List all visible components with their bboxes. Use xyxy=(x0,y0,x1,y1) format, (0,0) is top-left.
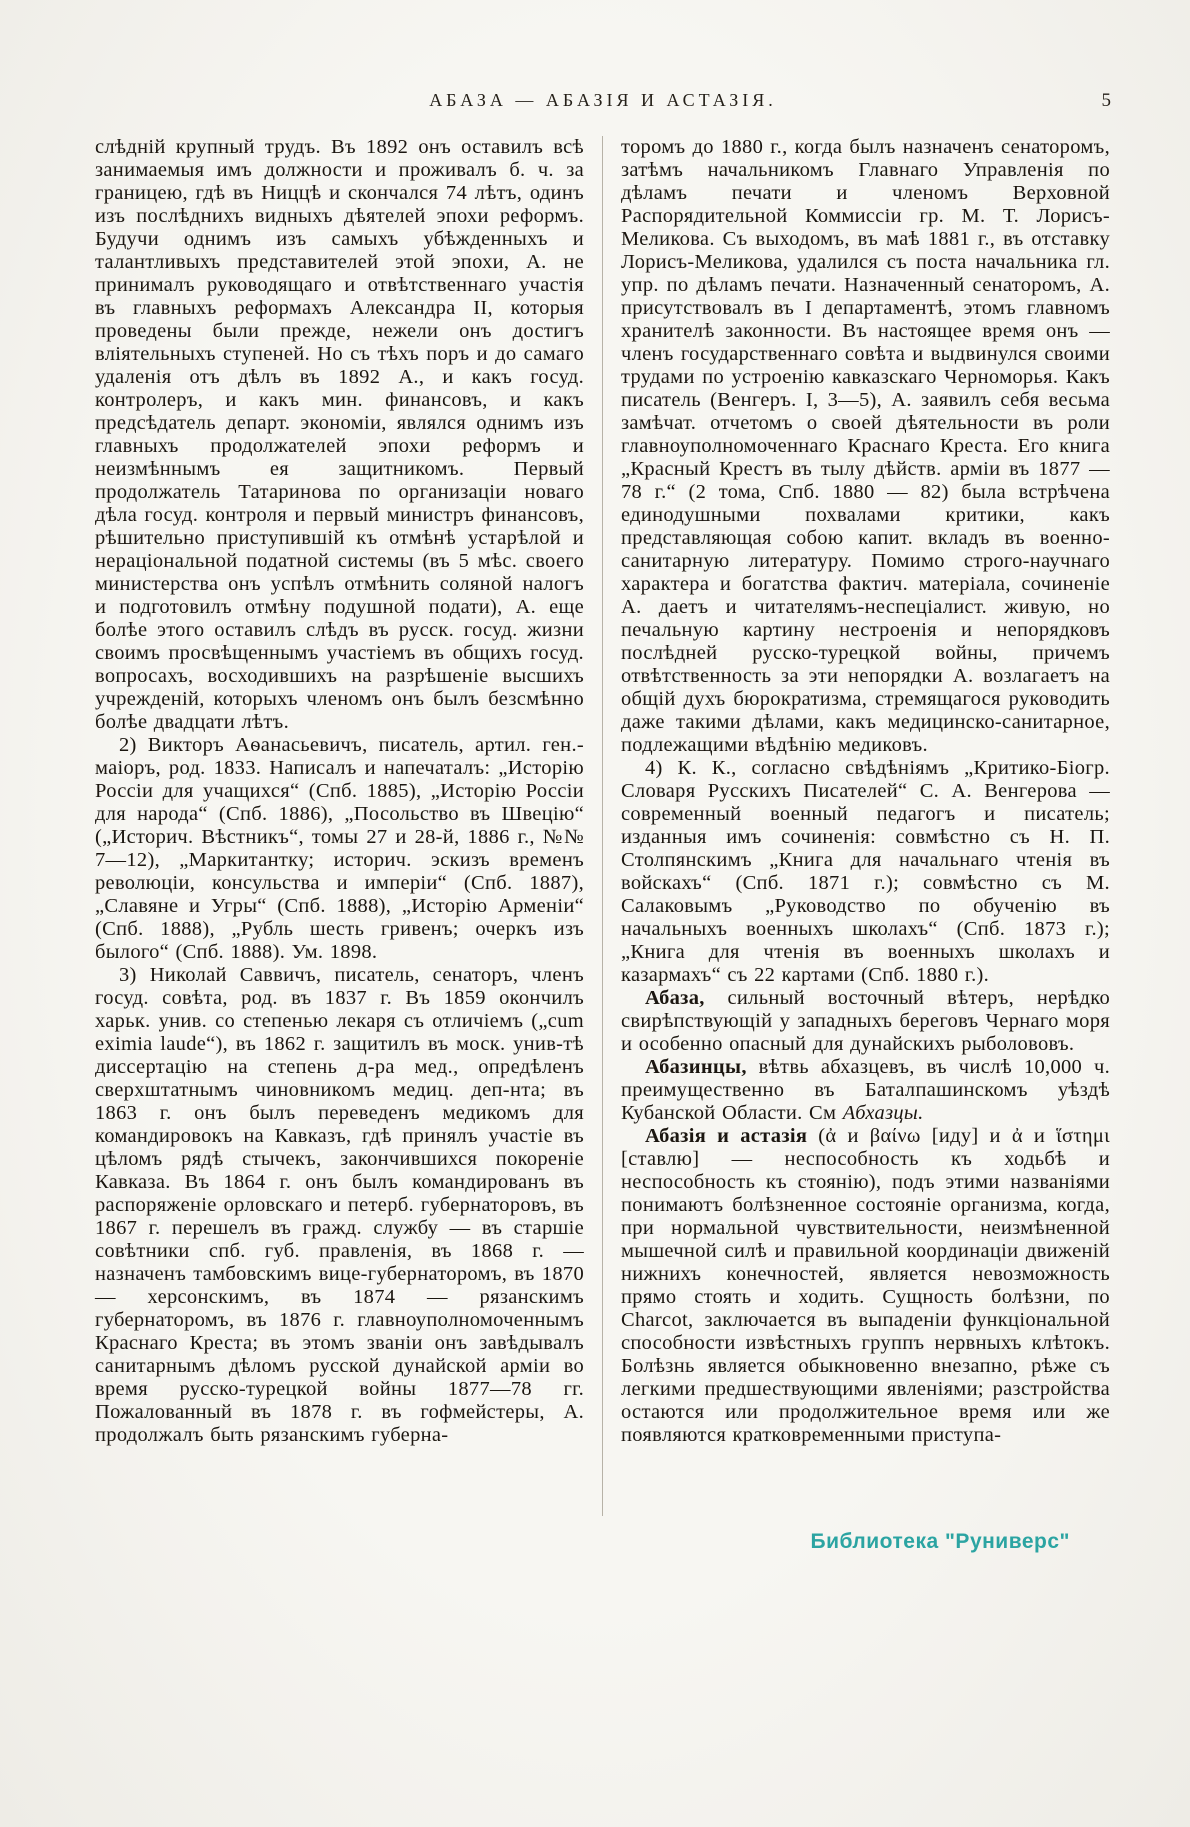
left-column xyxy=(95,136,602,1516)
page-number: 5 xyxy=(1101,90,1111,111)
entry-abaziya-astaziya xyxy=(621,1125,1110,1447)
abaza-term: Абаза, xyxy=(645,987,705,1009)
entry-viktor-afanasevich: 2) Викторъ Аѳанасьевичъ, писатель, артил. ген.-маіоръ, род. 1833. Написалъ и напечаталъ: „Исторію Россіи для учащихся“ (Спб. 1885), „Исторію Россіи для народа“ (Спб. 1886), „Посольство въ Швецію“ („Историч. Вѣстникъ“, томы 27 и 28-й, 1886 г., №№ 7—12), „Маркитантку; историч. эскизъ временъ революціи, консульства и имперіи“ (Спб. 1887), „Славяне и Угры“ (Спб. 1888), „Исторію Арменіи“ (Спб. 1888), „Рубль шесть гривенъ; очеркъ изъ былого“ (Спб. 1888). Ум. 1898. xyxy=(95,734,584,963)
running-title: АБАЗА — АБАЗІЯ И АСТАЗІЯ. xyxy=(429,90,777,110)
abaziya-text: (ἀ и βαίνω [иду] и ἀ и ἵστημι [ставлю] — неспособность къ ходьбѣ и неспособность къ стоянію), подъ этими названіями понимаютъ болѣзненное состояніе организма, когда, при нормальной чувствительности, неизмѣненной мышечной силѣ и правильной координаціи движеній нижнихъ конечностей, является невозможность прямо стоять и ходить. Сущность болѣзни, по Charcot, заключается въ выпаденіи функціональной способности извѣстныхъ группъ нервныхъ клѣтокъ. Болѣзнь является обыкновенно внезапно, рѣже съ легкими предшествующими явленіями; разстройства остаются или продолжительное время или же появляются кратковременными приступа- xyxy=(621,1125,1110,1446)
right-column xyxy=(603,136,1110,1516)
page-header xyxy=(95,90,1111,116)
entry-k-k: 4) К. К., согласно свѣдѣніямъ „Критико-Біогр. Словаря Русскихъ Писателей“ С. А. Венгерова — современный военный педагогъ и писатель; изданныя имъ сочиненія: совмѣстно съ Н. П. Столпянскимъ „Книга для начальнаго чтенія въ войскахъ“ (Спб. 1871 г.); совмѣстно съ М. Салаковымъ „Руководство по обученію въ начальныхъ военныхъ школахъ“ (Спб. 1873 г.); „Книга для чтенія въ военныхъ школахъ и казармахъ“ съ 22 картами (Спб. 1880 г.). xyxy=(621,757,1110,986)
abaziya-term: Абазія и астазія xyxy=(645,1125,808,1147)
paragraph-continuation-left: слѣдній крупный трудъ. Въ 1892 онъ оставилъ всѣ занимаемыя имъ должности и проживалъ б. ч. за границею, гдѣ въ Ниццѣ и скончался 74 лѣтъ, одинъ изъ послѣднихъ видныхъ дѣятелей эпохи реформъ. Будучи однимъ изъ самыхъ убѣжденныхъ и талантливыхъ представителей этой эпохи, А. не принималъ руководящаго и отвѣтственнаго участія въ главныхъ реформахъ Александра II, которыя проведены были прежде, нежели онъ достигъ вліятельныхъ ступеней. Но съ тѣхъ поръ и до самаго удаленія отъ дѣлъ въ 1892 А., и какъ госуд. контролеръ, и какъ мин. финансовъ, и какъ предсѣдатель департ. экономіи, являлся однимъ изъ главныхъ продолжателей эпохи реформъ и неизмѣннымъ ея защитникомъ. Первый продолжатель Татаринова по организаціи новаго дѣла госуд. контроля и первый министръ финансовъ, рѣшительно приступившій къ отмѣнѣ устарѣлой и нераціональной податной системы (въ 5 мѣс. своего министерства онъ успѣлъ отмѣнить соляной налогъ и подготовилъ отмѣну подушной подати), А. еще болѣе этого оставилъ слѣдъ въ русск. госуд. жизни своимъ просвѣщеннымъ участіемъ въ общихъ госуд. вопросахъ, восходившихъ на разрѣшеніе высшихъ учрежденій, которыхъ членомъ онъ былъ безсмѣнно болѣе двадцати лѣтъ. xyxy=(95,136,584,733)
abazintsy-text: вѣтвь абхазцевъ, въ числѣ 10,000 ч. преимущественно въ Баталпашинскомъ уѣздѣ Кубанской Области. См xyxy=(621,1056,1110,1124)
text-columns xyxy=(95,136,1111,1516)
library-watermark: Библиотека "Руниверс" xyxy=(810,1530,1070,1553)
paragraph-continuation-right: торомъ до 1880 г., когда былъ назначенъ сенаторомъ, затѣмъ начальникомъ Главнаго Управленія по дѣламъ печати и членомъ Верховной Распорядительной Коммиссіи гр. М. Т. Лорисъ-Меликова. Съ выходомъ, въ маѣ 1881 г., въ отставку Лорисъ-Меликова, удалился съ поста начальника гл. упр. по дѣламъ печати. Назначенный сенаторомъ, А. присутствовалъ въ I департаментѣ, этомъ главномъ хранителѣ законности. Въ настоящее время онъ — членъ государственнаго совѣта и выдвинулся своими трудами по устроенію кавказскаго Черноморья. Какъ писатель (Венгеръ. I, 3—5), А. заявилъ себя весьма замѣчат. отчетомъ о своей дѣятельности въ роли главноуполномоченнаго Краснаго Креста. Его книга „Красный Крестъ въ тылу дѣйств. арміи въ 1877 — 78 г.“ (2 тома, Спб. 1880 — 82) была встрѣчена единодушными похвалами критики, какъ представляющая собою капит. вкладъ въ военно-санитарную литературу. Помимо строго-научнаго характера и богатства фактич. матеріала, сочиненіе А. даетъ и читателямъ-неспеціалист. живую, но печальную картину нестроенія и непорядковъ послѣдней русско-турецкой войны, причемъ отвѣтственность за эти непорядки А. возлагаетъ на общій духъ бюрократизма, стремящагося руководить даже такими дѣлами, какъ медицинско-санитарное, подлежащими вѣдѣнію медиковъ. xyxy=(621,136,1110,756)
entry-abaza xyxy=(621,987,1110,1056)
abaza-text: сильный восточный вѣтеръ, нерѣдко свирѣпствующій у западныхъ береговъ Чернаго моря и особенно опасный для дунайскихъ рыболововъ. xyxy=(621,987,1110,1055)
see-also-reference: Абхазцы. xyxy=(842,1102,924,1124)
entry-abazintsy xyxy=(621,1056,1110,1125)
abazintsy-term: Абазинцы, xyxy=(645,1056,747,1078)
entry-nikolai-savvich: 3) Николай Саввичъ, писатель, сенаторъ, членъ госуд. совѣта, род. въ 1837 г. Въ 1859 окончилъ харьк. унив. со степенью лекаря съ отличіемъ („cum eximia laude“), въ 1862 г. защитилъ въ моск. унив-тѣ диссертацію на степень д-ра мед., опредѣленъ сверхштатнымъ чиновникомъ медиц. деп-нта; въ 1863 г. онъ былъ переведенъ медикомъ для командировокъ на Кавказъ, гдѣ принялъ участіе въ цѣломъ рядѣ стычекъ, закончившихся покореніе Кавказа. Въ 1864 г. онъ былъ командированъ въ распоряженіе орловскаго и петерб. губернаторовъ, въ 1867 г. перешелъ въ гражд. службу — въ старшіе совѣтники спб. губ. правленія, въ 1868 г. — назначенъ тамбовскимъ вице-губернаторомъ, въ 1870— херсонскимъ, въ 1874 — рязанскимъ губернаторомъ, въ 1876 г. главноуполномоченнымъ Краснаго Креста; въ этомъ званіи онъ завѣдывалъ санитарнымъ дѣломъ русской дунайской арміи во время русско-турецкой войны 1877—78 гг. Пожалованный въ 1878 г. въ гофмейстеры, А. продолжалъ быть рязанскимъ губерна- xyxy=(95,964,584,1446)
